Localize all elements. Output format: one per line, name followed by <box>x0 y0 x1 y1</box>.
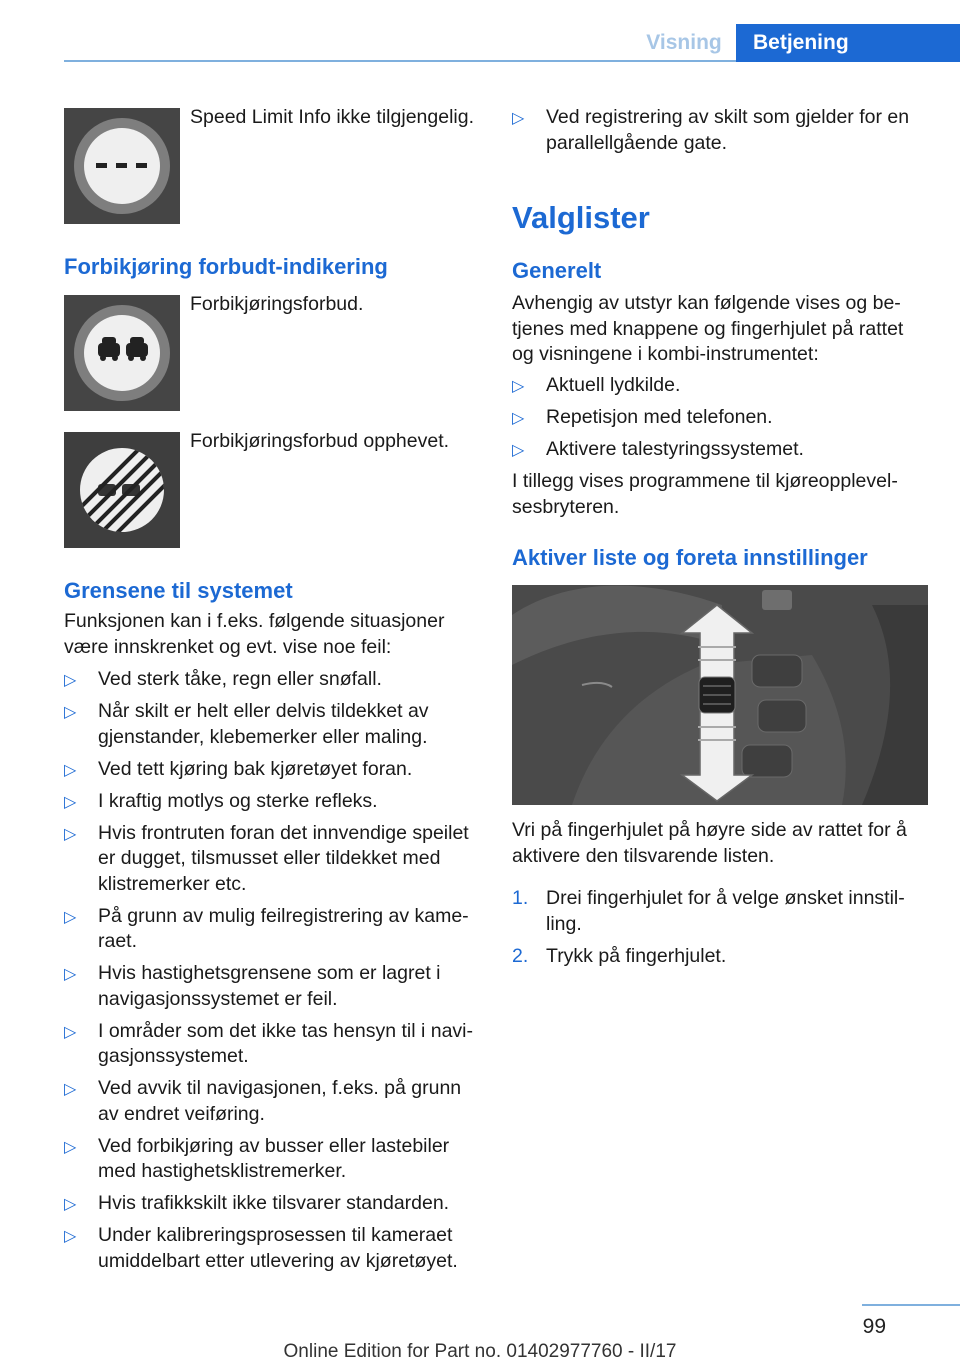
list-item: ▷ Ved sterk tåke, regn eller snøfall. <box>64 667 480 693</box>
speed-limit-unavailable-sign-image <box>64 108 180 224</box>
limits-intro: Funksjonen kan i f.eks. følgende situasjoner være innskrenket og evt. vise noe feil: <box>64 610 445 658</box>
tab-betjening[interactable]: Betjening <box>736 24 960 62</box>
generelt-text: Avhengig av utstyr kan følgende vises og betjenes med knappene og fingerhjulet på rattet og visningene i kombi-instrumentet: <box>512 292 904 365</box>
sign3-description: Forbikjøringsforbud opphevet. <box>190 430 450 452</box>
step-number: 2. <box>512 944 529 967</box>
bullet-triangle-icon: ▷ <box>64 672 77 689</box>
bullet-triangle-icon: ▷ <box>64 1138 77 1156</box>
list-item: ▷ Aktivere talestyringssystemet. <box>512 437 928 463</box>
bullet-triangle-icon: ▷ <box>512 410 525 427</box>
bullet-triangle-icon: ▷ <box>64 966 77 983</box>
list-item: ▷ Aktuell lydkilde. <box>512 373 928 399</box>
list-item: ▷ Hvis hastighetsgrensene som er lagret i navigasjonssystemet er feil. <box>64 962 441 1010</box>
list-item: ▷ Repetisjon med telefonen. <box>512 405 928 431</box>
list-item: ▷ I områder som det ikke tas hensyn til i navigasjonssystemet. <box>64 1019 473 1067</box>
steering-wheel-thumbwheel-image <box>512 585 928 805</box>
bullet-triangle-icon: ▷ <box>512 110 525 127</box>
list-item: ▷ På grunn av mulig feilregistrering av kameraet. <box>64 904 469 952</box>
bullet-triangle-icon: ▷ <box>64 1081 77 1098</box>
bullet-triangle-icon: ▷ <box>512 378 525 395</box>
sign2-description: Forbikjøringsforbud. <box>190 293 364 315</box>
list-item: ▷ Ved forbikjøring av busser eller lastebiler med hastighetsklistremerker. <box>64 1134 450 1182</box>
heading-aktiver: Aktiver liste og foreta innstillinger <box>512 545 868 570</box>
sign1-description: Speed Limit Info ikke tilgjengelig. <box>190 106 474 128</box>
list-item: ▷ Under kalibreringsprosessen til kameraet umiddelbart etter utlevering av kjøretøyet. <box>64 1224 458 1272</box>
no-overtaking-sign-image <box>64 295 180 411</box>
footer-rule <box>862 1304 960 1306</box>
generelt-list <box>512 373 928 469</box>
list-item: ▷ Når skilt er helt eller delvis tildekket av gjenstander, klebemerker eller maling. <box>64 700 429 748</box>
list-item: ▷ Ved avvik til navigasjonen, f.eks. på grunn av endret veiføring. <box>64 1077 462 1125</box>
steps-list <box>512 886 928 976</box>
heading-forbikjoring: Forbikjøring forbudt-indikering <box>64 254 388 279</box>
end-no-overtaking-sign-image <box>64 432 180 548</box>
list-item: 1. Drei fingerhjulet for å velge ønsket innstilling. <box>512 887 905 935</box>
top-list <box>512 105 928 163</box>
bullet-triangle-icon: ▷ <box>64 1023 77 1041</box>
bullet-triangle-icon: ▷ <box>64 1228 77 1245</box>
list-item: ▷ Ved registrering av skilt som gjelder for en parallellgående gate. <box>512 106 910 154</box>
tab-visning[interactable]: Visning <box>646 31 722 54</box>
bullet-triangle-icon: ▷ <box>64 761 77 779</box>
wheel-caption: Vri på fingerhjulet på høyre side av rattet for å aktivere den tilsvarende listen. <box>512 819 907 867</box>
edition-text: Online Edition for Part no. 01402977760 - II/17 <box>283 1341 677 1362</box>
list-item: ▷ I kraftig motlys og sterke refleks. <box>64 789 480 815</box>
bullet-triangle-icon: ▷ <box>512 442 525 459</box>
bullet-triangle-icon: ▷ <box>64 908 77 926</box>
list-item: ▷ Hvis trafikkskilt ikke tilsvarer standarden. <box>64 1191 480 1217</box>
list-item: ▷ Hvis frontruten foran det innvendige speilet er dugget, tilsmusset eller tildekket med klistremerker etc. <box>64 821 469 895</box>
step-number: 1. <box>512 887 529 909</box>
heading-generelt: Generelt <box>512 258 602 283</box>
list-item: ▷ Ved tett kjøring bak kjøretøyet foran. <box>64 757 480 783</box>
bullet-triangle-icon: ▷ <box>64 793 77 811</box>
bullet-triangle-icon: ▷ <box>64 704 77 721</box>
heading-grensene: Grensene til systemet <box>64 578 293 603</box>
limits-list <box>64 667 480 1281</box>
page-number: 99 <box>862 1315 886 1338</box>
bullet-triangle-icon: ▷ <box>64 1196 77 1213</box>
bullet-triangle-icon: ▷ <box>64 825 77 843</box>
list-item: 2. Trykk på fingerhjulet. <box>512 944 928 970</box>
heading-valglister: Valglister <box>512 200 650 235</box>
tillegg-text: I tillegg vises programmene til kjøreopplevelsesbryteren. <box>512 470 898 518</box>
